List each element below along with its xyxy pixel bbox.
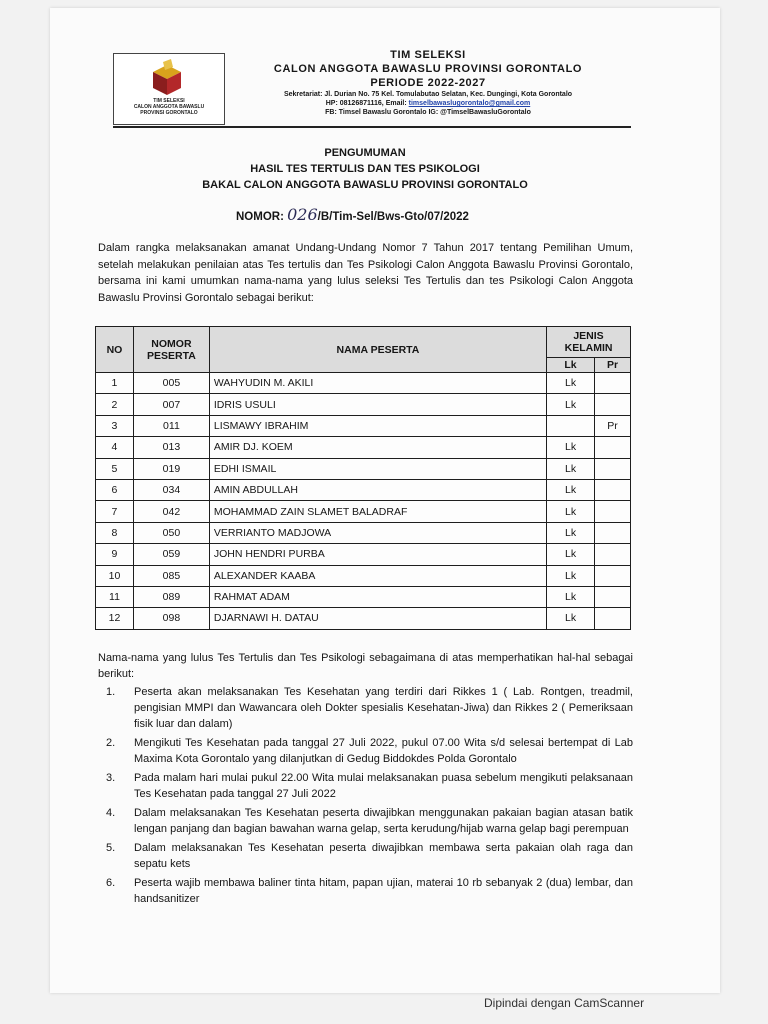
row-pr (595, 586, 631, 607)
scanner-watermark: Dipindai dengan CamScanner (484, 996, 645, 1010)
row-no: 8 (96, 522, 134, 543)
committee-title: TIM SELEKSI (390, 49, 466, 61)
row-lk: Lk (547, 501, 595, 522)
row-lk: Lk (547, 458, 595, 479)
list-item (98, 840, 633, 872)
row-nama-peserta: AMIR DJ. KOEM (209, 437, 546, 458)
row-lk: Lk (547, 394, 595, 415)
announcement-heading (100, 145, 630, 193)
row-nomor-peserta: 011 (133, 415, 209, 436)
list-item (98, 805, 633, 837)
row-no: 1 (96, 373, 134, 394)
list-item (98, 735, 633, 767)
row-nomor-peserta: 034 (133, 479, 209, 500)
row-no: 11 (96, 586, 134, 607)
header-pr: Pr (595, 358, 631, 373)
header-no: NO (96, 327, 134, 373)
letterhead-text (223, 48, 633, 117)
list-item (98, 770, 633, 802)
row-pr (595, 373, 631, 394)
row-pr (595, 501, 631, 522)
row-no: 4 (96, 437, 134, 458)
row-nomor-peserta: 050 (133, 522, 209, 543)
table-row (96, 394, 631, 415)
header-lk: Lk (547, 358, 595, 373)
list-item-text: Pada malam hari mulai pukul 22.00 Wita mulai melaksanakan puasa sebelum mengikuti pelaksanaan Tes Kesehatan pada tanggal 27 Juli 2022 (134, 772, 633, 800)
row-nama-peserta: AMIN ABDULLAH (209, 479, 546, 500)
ballot-box-icon (139, 58, 195, 98)
requirements-list (98, 684, 633, 910)
table-row (96, 415, 631, 436)
row-nomor-peserta: 013 (133, 437, 209, 458)
row-nomor-peserta: 089 (133, 586, 209, 607)
social-media: FB: Timsel Bawaslu Gorontalo IG: @TimselBawasluGorontalo (325, 109, 531, 116)
logo-caption: TIM SELEKSI CALON ANGGOTA BAWASLU PROVINSI GORONTALO (133, 98, 205, 116)
letterhead (113, 48, 633, 126)
row-nomor-peserta: 007 (133, 394, 209, 415)
row-nama-peserta: IDRIS USULI (209, 394, 546, 415)
row-lk: Lk (547, 565, 595, 586)
row-nama-peserta: JOHN HENDRI PURBA (209, 544, 546, 565)
list-item (98, 875, 633, 907)
row-pr: Pr (595, 415, 631, 436)
row-lk (547, 415, 595, 436)
intro-paragraph: Dalam rangka melaksanakan amanat Undang-Undang Nomor 7 Tahun 2017 tentang Pemilihan Umum, setelah melakukan penilaian atas Tes tertulis dan Tes Psikologi Calon Anggota Bawaslu Provinsi Gorontalo, bersama ini kami umumkan nama-nama yang lulus seleksi Tes Tertulis dan tes Psikologi Calon Anggota Bawaslu Provinsi Gorontalo sebagai berikut: (98, 242, 633, 304)
table-row (96, 373, 631, 394)
table-row (96, 479, 631, 500)
letter-number-label: NOMOR: (236, 211, 284, 223)
table-row (96, 544, 631, 565)
row-no: 12 (96, 608, 134, 629)
email-link[interactable]: timselbawaslugorontalo@gmail.com (408, 100, 531, 107)
row-nama-peserta: DJARNAWI H. DATAU (209, 608, 546, 629)
address: Sekretariat: Jl. Durian No. 75 Kel. Tomulabutao Selatan, Kec. Dungingi, Kota Gorontalo (283, 91, 573, 98)
table-row (96, 522, 631, 543)
table-row (96, 501, 631, 522)
table-row (96, 586, 631, 607)
participants-table (95, 326, 631, 630)
row-no: 5 (96, 458, 134, 479)
row-lk: Lk (547, 479, 595, 500)
table-row (96, 458, 631, 479)
phone: HP: 08126871116, Email: (325, 100, 407, 107)
row-lk: Lk (547, 544, 595, 565)
row-nomor-peserta: 098 (133, 608, 209, 629)
list-item-number: 4. (106, 807, 116, 819)
table-row (96, 565, 631, 586)
list-item-text: Dalam melaksanakan Tes Kesehatan peserta diwajibkan membawa serta pakaian olah raga dan sepatu kets (134, 842, 633, 870)
letter-number (236, 205, 469, 224)
list-item-text: Peserta wajib membawa baliner tinta hitam, papan ujian, materai 10 rb sebanyak 2 (dua) lembar, dan handsanitizer (134, 877, 633, 905)
list-item-number: 6. (106, 877, 116, 889)
row-no: 6 (96, 479, 134, 500)
header-nama-peserta: NAMA PESERTA (209, 327, 546, 373)
requirements-intro: Nama-nama yang lulus Tes Tertulis dan Tes Psikologi sebagaimana di atas memperhatikan hal-hal sebagai berikut: (98, 652, 633, 680)
row-pr (595, 437, 631, 458)
row-nomor-peserta: 005 (133, 373, 209, 394)
list-item-text: Peserta akan melaksanakan Tes Kesehatan yang terdiri dari Rikkes 1 ( Lab. Rontgen, treadmil, pengisian MMPI dan Wawancara oleh Dokter spesialis Kesehatan-Jiwa) dan Rikkes 2 ( Pemeriksaan fisik luar dan dalam) (134, 686, 633, 730)
row-no: 9 (96, 544, 134, 565)
row-nomor-peserta: 059 (133, 544, 209, 565)
row-nama-peserta: WAHYUDIN M. AKILI (209, 373, 546, 394)
header-jenis-kelamin: JENIS KELAMIN (547, 327, 631, 358)
period: PERIODE 2022-2027 (370, 77, 486, 89)
letterhead-divider (113, 126, 631, 128)
committee-subtitle: CALON ANGGOTA BAWASLU PROVINSI GORONTALO (273, 63, 583, 75)
row-pr (595, 544, 631, 565)
row-nama-peserta: RAHMAT ADAM (209, 586, 546, 607)
row-pr (595, 479, 631, 500)
announcement-subtitle-1: HASIL TES TERTULIS DAN TES PSIKOLOGI (250, 163, 480, 175)
announcement-title: PENGUMUMAN (324, 147, 406, 159)
table-row (96, 608, 631, 629)
row-nama-peserta: ALEXANDER KAABA (209, 565, 546, 586)
row-pr (595, 394, 631, 415)
row-nomor-peserta: 019 (133, 458, 209, 479)
row-pr (595, 458, 631, 479)
contact-line (223, 99, 633, 108)
header-nomor-peserta: NOMOR PESERTA (133, 327, 209, 373)
row-lk: Lk (547, 437, 595, 458)
row-lk: Lk (547, 586, 595, 607)
bawaslu-logo (113, 53, 225, 125)
list-item-number: 5. (106, 842, 116, 854)
row-nama-peserta: LISMAWY IBRAHIM (209, 415, 546, 436)
row-no: 3 (96, 415, 134, 436)
row-no: 10 (96, 565, 134, 586)
row-pr (595, 608, 631, 629)
announcement-subtitle-2: BAKAL CALON ANGGOTA BAWASLU PROVINSI GORONTALO (202, 179, 528, 191)
row-no: 7 (96, 501, 134, 522)
row-nama-peserta: EDHI ISMAIL (209, 458, 546, 479)
row-lk: Lk (547, 522, 595, 543)
row-no: 2 (96, 394, 134, 415)
row-lk: Lk (547, 608, 595, 629)
list-item-text: Dalam melaksanakan Tes Kesehatan peserta diwajibkan menggunakan pakaian bagian atasan batik lengan panjang dan bagian bawahan warna gelap, serta kerudung/hijab warna gelap bagi perempuan (134, 807, 633, 835)
row-nomor-peserta: 042 (133, 501, 209, 522)
list-item-number: 2. (106, 737, 116, 749)
row-lk: Lk (547, 373, 595, 394)
letter-number-handwritten: 026 (287, 205, 318, 224)
list-item-number: 1. (106, 686, 116, 698)
row-nama-peserta: MOHAMMAD ZAIN SLAMET BALADRAF (209, 501, 546, 522)
row-nama-peserta: VERRIANTO MADJOWA (209, 522, 546, 543)
list-item (98, 684, 633, 732)
list-item-text: Mengikuti Tes Kesehatan pada tanggal 27 Juli 2022, pukul 07.00 Wita s/d selesai bertempat di Lab Maxima Kota Gorontalo yang dilanjutkan di Gedug Biddokdes Polda Gorontalo (134, 737, 633, 765)
row-pr (595, 565, 631, 586)
letter-number-code: /B/Tim-Sel/Bws-Gto/07/2022 (317, 211, 469, 223)
table-row (96, 437, 631, 458)
list-item-number: 3. (106, 772, 116, 784)
row-nomor-peserta: 085 (133, 565, 209, 586)
row-pr (595, 522, 631, 543)
